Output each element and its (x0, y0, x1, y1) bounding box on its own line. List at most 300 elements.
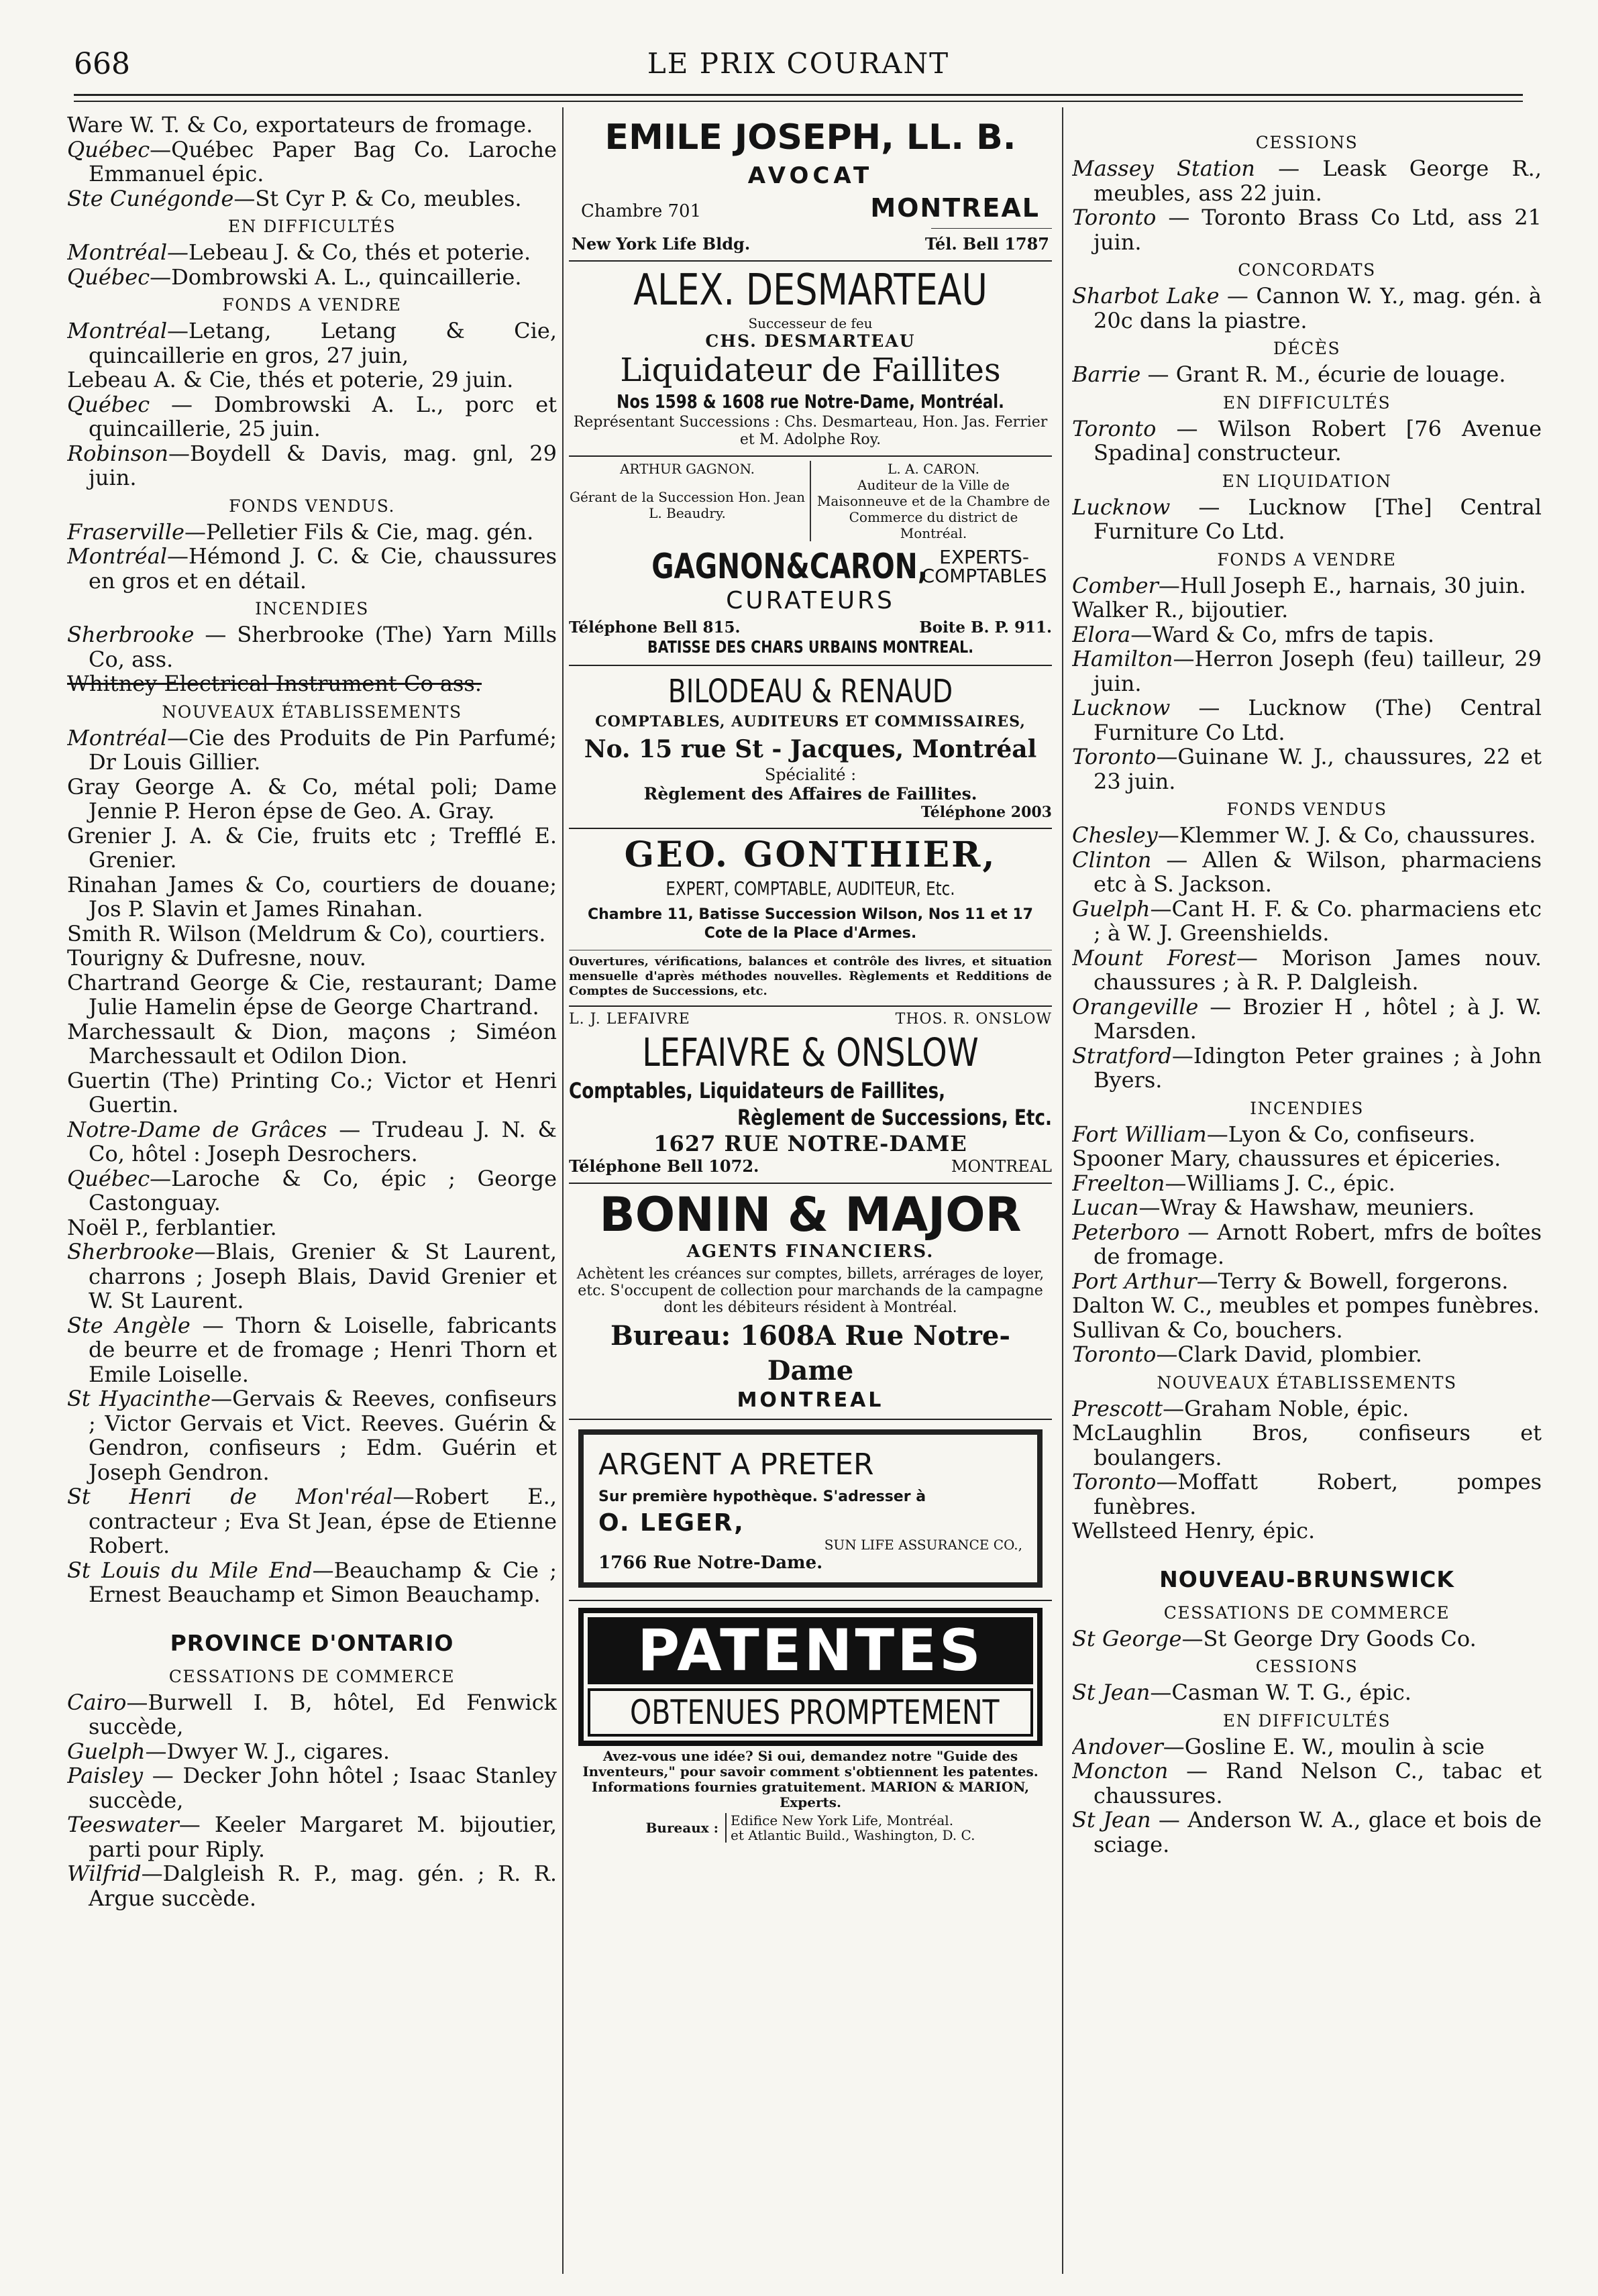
listing-entry (67, 113, 557, 138)
province-heading: PROVINCE D'ONTARIO (170, 1629, 454, 1656)
entry-text: —Herron Joseph (feu) tailleur, 29 juin. (1094, 646, 1542, 696)
entry-place: Toronto (1072, 205, 1157, 230)
listing-entry (1072, 1342, 1542, 1367)
ad-bilodeau-renaud (569, 666, 1052, 829)
listing-entry (1072, 362, 1542, 387)
entry-place: Clinton (1072, 846, 1152, 873)
entry-place: Sharbot Lake (1072, 283, 1220, 309)
entry-place: Ste Angèle (67, 1312, 191, 1338)
right-column (1072, 113, 1542, 2273)
ad-title: BONIN & MAJOR (599, 1187, 1022, 1242)
listing-entry (1072, 156, 1542, 205)
ad-role: EXPERT, COMPTABLE, AUDITEUR, Etc. (665, 877, 955, 899)
province-heading: NOUVEAU-BRUNSWICK (1159, 1566, 1454, 1592)
entry-list (1072, 1122, 1542, 1367)
entry-place: St Jean (1072, 1807, 1151, 1833)
ad-subtitle: CURATEURS (726, 587, 895, 614)
ad-partner-name: THOS. R. ONSLOW (895, 1011, 1052, 1028)
section-heading: EN DIFFICULTÉS (1222, 1710, 1391, 1731)
section-heading: DÉCÈS (1273, 339, 1341, 358)
section-heading: NOUVEAUX ÉTABLISSEMENTS (162, 702, 462, 722)
listing-entry (1072, 647, 1542, 696)
entry-place: Hamilton (1072, 646, 1173, 671)
entry-place: Teeswater (67, 1812, 179, 1837)
listing-entry (67, 971, 557, 1020)
section-heading: INCENDIES (255, 599, 369, 618)
listing-entry (67, 1313, 557, 1387)
listing-entry (1072, 1421, 1542, 1470)
entry-text: — Sherbrooke (The) Yarn Mills Co, ass. (89, 622, 557, 672)
entry-text: — Cannon W. Y., mag. gén. à 20c dans la piastre. (1094, 283, 1542, 333)
entry-place: St Hyacinthe (67, 1386, 211, 1411)
listing-entry (1072, 1680, 1542, 1705)
listing-entry (67, 1020, 557, 1069)
ad-address: 1766 Rue Notre-Dame. (598, 1553, 823, 1573)
section-heading: EN LIQUIDATION (1222, 471, 1392, 491)
entry-place: Toronto (1072, 744, 1157, 769)
ad-telephone: Téléphone Bell 1072. (569, 1156, 759, 1176)
listing-entry (67, 946, 557, 971)
ad-desmarteau (569, 262, 1052, 457)
entry-list (67, 1690, 557, 1911)
entry-text: Tourigny & Dufresne, nouv. (67, 945, 366, 971)
entry-list (1072, 417, 1542, 466)
entry-text: — Brozier H , hôtel ; à J. W. Marsden. (1094, 993, 1542, 1044)
entry-text: —Hémond J. C. & Cie, chaussures en gros et en détail. (89, 543, 557, 594)
ad-text: Règlement des Affaires de Faillites. (643, 784, 977, 804)
listing-entry (1072, 1269, 1542, 1294)
listing-entry (1072, 1195, 1542, 1220)
entry-place: Freelton (1072, 1170, 1165, 1196)
entry-text: — Decker John hôtel ; Isaac Stanley succède, (89, 1763, 557, 1813)
entry-place: Fraserville (67, 518, 184, 545)
ad-city: MONTREAL (870, 193, 1040, 223)
ad-text: Achètent les créances sur comptes, billets, arrérages de loyer, etc. S'occupent de collection pour marchands de la campagne dont les débiteurs résident à Montréal. (576, 1266, 1045, 1316)
entry-text: — Arnott Robert, mfrs de boîtes de fromage. (1094, 1219, 1542, 1269)
entry-list (67, 520, 557, 594)
ad-firm-sub: EXPERTS- (939, 546, 1029, 568)
listing-entry (1072, 1044, 1542, 1093)
entry-text: —Dwyer W. J., cigares. (145, 1738, 390, 1764)
entry-place: Chesley (1072, 822, 1158, 848)
left-column (67, 113, 557, 2273)
entry-text: Rinahan James & Co, courtiers de douane; Jos P. Slavin et James Rinahan. (67, 871, 557, 922)
listing-entry (67, 392, 557, 441)
entry-place: Montréal (67, 543, 168, 569)
section-heading: FONDS VENDUS (1226, 800, 1387, 819)
ad-address: Nos 1598 & 1608 rue Notre-Dame, Montréal. (617, 390, 1004, 413)
listing-entry (67, 1117, 557, 1166)
entry-text: Guertin (The) Printing Co.; Victor et Henri Guertin. (67, 1067, 557, 1117)
listing-entry (67, 824, 557, 873)
listing-entry (67, 265, 557, 290)
entry-text: —Graham Noble, épic. (1163, 1395, 1409, 1421)
entry-place: Mount Forest (1072, 944, 1236, 971)
listing-entry (67, 622, 557, 671)
ad-subtitle: OBTENUES PROMPTEMENT (630, 1693, 1000, 1732)
ad-address: No. 15 rue St - Jacques, Montréal (584, 735, 1037, 763)
entry-place: Sherbrooke (67, 622, 195, 647)
entry-text: —Pelletier Fils & Cie, mag. gén. (184, 518, 534, 545)
section-heading: EN DIFFICULTÉS (227, 217, 396, 236)
entry-text: — Wilson Robert [76 Avenue Spadina] constructeur. (1094, 415, 1542, 466)
ad-text: Ouvertures, vérifications, balances et contrôle des livres, et situation mensuelle d'après méthodes nouvelles. Règlements et Redditions de Comptes de Successions, etc. (569, 954, 1052, 998)
ad-firm: GAGNON&CARON, (651, 547, 928, 587)
listing-entry (67, 441, 557, 490)
entry-text: —Gosline E. W., moulin à scie (1163, 1733, 1485, 1759)
listing-entry (1072, 1171, 1542, 1196)
ad-title: PATENTES (588, 1617, 1033, 1684)
listing-entry (1072, 598, 1542, 622)
entry-place: Notre-Dame de Grâces (67, 1116, 327, 1142)
ad-title: GEO. GONTHIER, (624, 834, 997, 875)
entry-place: St Henri de Mon'réal (67, 1484, 393, 1509)
ad-city: MONTREAL (737, 1388, 884, 1412)
entry-list (1072, 495, 1542, 544)
entry-place: St George (1072, 1625, 1182, 1651)
entry-place: Port Arthur (1072, 1268, 1197, 1294)
ad-role: Comptables, Liquidateurs de Faillites, (569, 1078, 946, 1103)
listing-entry (67, 319, 557, 368)
entry-text: — Dombrowski A. L., porc et quincaillerie, 25 juin. (89, 391, 557, 441)
entry-list (1072, 573, 1542, 794)
listing-entry (67, 775, 557, 824)
listing-entry (67, 671, 557, 696)
entry-place: Stratford (1072, 1042, 1172, 1069)
entry-text: Grenier J. A. & Cie, fruits etc ; Trefflé E. Grenier. (67, 822, 557, 873)
page-header (74, 47, 1523, 94)
entry-text: —Gervais & Reeves, confiseurs ; Victor Gervais et Vict. Reeves. Guérin & Gendron, confiseurs ; Edm. Guérin et Joseph Gendron. (89, 1386, 557, 1485)
ad-company: SUN LIFE ASSURANCE CO., (824, 1537, 1022, 1553)
entry-text: —Moffatt Robert, pompes funèbres. (1094, 1469, 1542, 1519)
entry-list (1072, 362, 1542, 387)
listing-entry (67, 240, 557, 265)
ad-address: 1627 RUE NOTRE-DAME (653, 1131, 967, 1156)
section-heading: CONCORDATS (1238, 260, 1376, 280)
entry-place: Cairo (67, 1689, 127, 1715)
entry-text: —Dalgleish R. P., mag. gén. ; R. R. Argue succède. (89, 1861, 557, 1911)
column-rule (562, 107, 564, 2274)
ad-title: EMILE JOSEPH, LL. B. (604, 117, 1016, 158)
ad-address: Chambre 11, Batisse Succession Wilson, Nos 11 et 17 Cote de la Place d'Armes. (587, 906, 1033, 942)
section-heading: NOUVEAUX ÉTABLISSEMENTS (1157, 1372, 1457, 1392)
listing-entry (1072, 622, 1542, 647)
entry-text: —Letang, Letang & Cie, quincaillerie en gros, 27 juin, (89, 318, 557, 368)
entry-text: —Wray & Hawshaw, meuniers. (1138, 1195, 1475, 1220)
listing-entry (67, 1386, 557, 1484)
ad-telephone: Tél. Bell 1787 (924, 234, 1049, 254)
entry-text: —Lyon & Co, confiseurs. (1206, 1121, 1476, 1147)
ad-patentes (569, 1601, 1052, 1843)
listing-entry (1072, 1519, 1542, 1543)
entry-place: St Louis du Mile End (67, 1557, 313, 1583)
section-heading: FONDS VENDUS. (229, 496, 395, 516)
entry-text: Gray George A. & Co, métal poli; Dame Jennie P. Heron épse de Geo. A. Gray. (67, 773, 557, 824)
ad-partner-text: Auditeur de la Ville de Maisonneuve et de la Chambre de Commerce du district de Montréal. (816, 477, 1051, 541)
entry-place: Lucknow (1072, 494, 1171, 520)
running-title: LE PRIX COURANT (647, 47, 950, 80)
entry-text: —Cant H. F. & Co. pharmaciens etc ; à W. J. Greenshields. (1094, 895, 1542, 946)
section-heading: CESSATIONS DE COMMERCE (168, 1666, 456, 1686)
listing-entry (1072, 1808, 1542, 1857)
ad-subtitle: Liquidateur de Faillites (620, 351, 1001, 389)
listing-entry (1072, 1627, 1542, 1651)
entry-text: —Lebeau J. & Co, thés et poterie. (167, 239, 531, 265)
entry-text: —Idington Peter graines ; à John Byers. (1094, 1042, 1542, 1093)
listing-entry (1072, 1146, 1542, 1171)
ad-argent-a-preter (569, 1420, 1052, 1601)
listing-entry (67, 1484, 557, 1558)
listing-entry (1072, 1397, 1542, 1421)
entry-place: Robinson (67, 440, 168, 466)
header-rule-thin (74, 101, 1523, 102)
listing-entry (67, 138, 557, 186)
entry-place: Andover (1072, 1733, 1163, 1759)
entry-place: Comber (1072, 572, 1159, 598)
section-heading: CESSIONS (1255, 133, 1359, 152)
listing-entry (1072, 1220, 1542, 1269)
listing-entry (1072, 897, 1542, 946)
entry-place: Québec (67, 1165, 150, 1191)
ad-gonthier (569, 829, 1052, 1007)
page-number: 668 (74, 47, 130, 81)
ad-contact-name: O. LEGER, (598, 1509, 745, 1537)
entry-list (1072, 1627, 1542, 1651)
ad-partner-name: L. J. LEFAIVRE (569, 1011, 690, 1028)
entry-place: Guelph (67, 1738, 146, 1764)
entry-text: —Casman W. T. G., épic. (1150, 1680, 1411, 1705)
listing-entry (67, 1215, 557, 1240)
entry-place: Peterboro (1072, 1219, 1180, 1245)
entry-text: Noël P., ferblantier. (67, 1214, 277, 1240)
entry-text: —Williams J. C., épic. (1165, 1170, 1395, 1196)
listing-entry (1072, 1470, 1542, 1519)
entry-place: Massey Station (1072, 156, 1255, 181)
ad-label: Bureaux : (645, 1820, 719, 1836)
entry-text: — Rand Nelson C., tabac et chaussures. (1094, 1758, 1542, 1808)
entry-list (67, 622, 557, 696)
entry-place: Toronto (1072, 1342, 1157, 1367)
entry-place: Paisley (67, 1763, 144, 1788)
entry-list (1072, 1735, 1542, 1857)
entry-text: — Thorn & Loiselle, fabricants de beurre et de fromage ; Henri Thorn et Emile Loiselle. (89, 1312, 557, 1387)
entry-list (1072, 1397, 1542, 1543)
listing-entry (1072, 1759, 1542, 1808)
listing-entry (1072, 848, 1542, 897)
listing-entry (67, 186, 557, 211)
entry-text: —Burwell I. B, hôtel, Ed Fenwick succède, (89, 1689, 557, 1739)
entry-text: Wellsteed Henry, épic. (1072, 1518, 1316, 1543)
entry-text: —Guinane W. J., chaussures, 22 et 23 juin. (1094, 744, 1542, 794)
listing-entry (1072, 745, 1542, 794)
listing-entry (67, 544, 557, 593)
ad-address: BATISSE DES CHARS URBAINS MONTREAL. (647, 637, 974, 657)
section-heading: CESSATIONS DE COMMERCE (1163, 1602, 1450, 1623)
ad-emile-joseph (569, 113, 1052, 262)
ad-address: Bureau: 1608A Rue Notre-Dame (610, 1320, 1010, 1386)
listing-entry (67, 1690, 557, 1739)
entry-text: —Blais, Grenier & St Laurent, charrons ; Joseph Blais, David Grenier et W. St Laurent. (89, 1239, 557, 1313)
header-rule (74, 94, 1523, 96)
ad-partner-name: L. A. CARON. (888, 461, 979, 477)
entry-text: —Dombrowski A. L., quincaillerie. (150, 264, 522, 290)
entry-text: —Terry & Bowell, forgerons. (1196, 1268, 1509, 1294)
entry-text: — Lucknow [The] Central Furniture Co Ltd. (1094, 494, 1542, 544)
entry-text: Walker R., bijoutier. (1072, 597, 1289, 622)
ad-text: Représentant Successions : Chs. Desmarteau, Hon. Jas. Ferrier et M. Adolphe Roy. (573, 414, 1048, 448)
entry-place: Moncton (1072, 1758, 1169, 1784)
entry-place: Barrie (1072, 362, 1141, 387)
ad-title: LEFAIVRE & ONSLOW (642, 1030, 979, 1075)
entry-place: Toronto (1072, 415, 1157, 441)
entry-text: Marchessault & Dion, maçons ; Siméon Marchessault et Odilon Dion. (67, 1018, 557, 1069)
entry-text: Chartrand George & Cie, restaurant; Dame Julie Hamelin épse de George Chartrand. (67, 969, 557, 1020)
entry-text: — Grant R. M., écurie de louage. (1140, 362, 1506, 387)
entry-text: —St George Dry Goods Co. (1181, 1625, 1477, 1651)
listing-entry (67, 1069, 557, 1117)
ad-title: BILODEAU & RENAUD (668, 673, 953, 710)
entry-place: Elora (1072, 621, 1131, 647)
entry-list (1072, 823, 1542, 1093)
entry-list (1072, 1680, 1542, 1705)
entry-text: — Morison James nouv. chaussures ; à R. P. Dalgleish. (1094, 944, 1542, 995)
listing-entry (1072, 417, 1542, 466)
listing-entry (1072, 205, 1542, 254)
entry-text: Sullivan & Co, bouchers. (1072, 1317, 1343, 1343)
listing-entry (67, 1812, 557, 1861)
ad-partner-text: Gérant de la Succession Hon. Jean L. Beaudry. (569, 489, 805, 521)
ad-lefaivre-onslow (569, 1007, 1052, 1184)
ad-text: Sur première hypothèque. S'adresser à (598, 1488, 926, 1505)
listing-entry (1072, 1318, 1542, 1343)
ad-bonin-major (569, 1184, 1052, 1420)
ad-telephone: Téléphone Bell 815. (569, 618, 741, 637)
entry-text: —Hull Joseph E., harnais, 30 juin. (1158, 572, 1526, 598)
entry-text: —Québec Paper Bag Co. Laroche Emmanuel épic. (89, 136, 557, 186)
ad-text: Avez-vous une idée? Si oui, demandez notre "Guide des Inventeurs," pour savoir comment s'obtiennent les patentes. Informations fournies gratuitement. MARION & MARION, Experts. (582, 1748, 1038, 1810)
section-heading: EN DIFFICULTÉS (1222, 392, 1391, 413)
listing-entry (67, 1763, 557, 1812)
section-heading: INCENDIES (1250, 1098, 1364, 1118)
entry-text: — Leask George R., meubles, ass 22 juin. (1094, 156, 1542, 206)
listing-entry (67, 922, 557, 946)
ad-partner-name: ARTHUR GAGNON. (619, 461, 755, 477)
entry-place: Lucknow (1072, 695, 1171, 720)
entry-place: Orangeville (1072, 993, 1199, 1020)
ad-box: Boite B. P. 911. (919, 618, 1052, 637)
ad-text: Spécialité : (764, 765, 857, 784)
ad-firm-sub: COMPTABLES (921, 565, 1047, 587)
entry-text: — Anderson W. A., glace et bois de sciage. (1094, 1807, 1542, 1857)
entry-place: Lucan (1072, 1195, 1139, 1220)
ad-role: Règlement de Successions, Etc. (737, 1105, 1052, 1130)
listing-entry (67, 1861, 557, 1910)
entry-place: Montréal (67, 724, 168, 751)
ad-city: MONTREAL (951, 1157, 1052, 1176)
ad-text: CHS. DESMARTEAU (705, 331, 916, 351)
listing-entry (67, 368, 557, 392)
listing-entry (67, 726, 557, 775)
entry-text: —Laroche & Co, épic ; George Castonguay. (89, 1165, 557, 1215)
entry-place: St Jean (1072, 1680, 1151, 1705)
entry-text: —St Cyr P. & Co, meubles. (233, 185, 522, 211)
ad-role: AVOCAT (747, 162, 873, 189)
listing-entry (67, 1558, 557, 1607)
listing-entry (1072, 823, 1542, 848)
section-heading: CESSIONS (1255, 1657, 1359, 1676)
ad-role: COMPTABLES, AUDITEURS ET COMMISSAIRES, (595, 713, 1026, 730)
listing-entry (1072, 1735, 1542, 1759)
entry-text: — Trudeau J. N. & Co, hôtel : Joseph Desrochers. (89, 1116, 557, 1166)
entry-place: Ste Cunégonde (67, 185, 234, 211)
entry-text: McLaughlin Bros, confiseurs et boulangers. (1072, 1420, 1542, 1470)
ad-role: AGENTS FINANCIERS. (686, 1242, 935, 1262)
entry-list (67, 726, 557, 1607)
entry-text: — Keeler Margaret M. bijoutier, parti pour Riply. (89, 1812, 557, 1862)
ad-building: New York Life Bldg. (572, 234, 751, 254)
listing-entry (67, 1166, 557, 1215)
entry-list (67, 240, 557, 289)
entry-text: —Klemmer W. J. & Co, chaussures. (1157, 822, 1536, 848)
ad-address: Edifice New York Life, Montréal. (731, 1812, 954, 1828)
listing-entry (1072, 284, 1542, 333)
entry-text: — Allen & Wilson, pharmaciens etc à S. Jackson. (1094, 846, 1542, 897)
listing-entry (1072, 1122, 1542, 1147)
entry-text: — Toronto Brass Co Ltd, ass 21 juin. (1094, 205, 1542, 255)
listing-entry (67, 1240, 557, 1313)
entry-list (1072, 156, 1542, 254)
column-rule (1062, 107, 1063, 2274)
listing-entry (1072, 696, 1542, 745)
entry-place: Montréal (67, 239, 168, 265)
entry-text: Whitney Electrical Instrument Co ass. (67, 671, 482, 696)
listing-entry (67, 873, 557, 922)
entry-list (1072, 284, 1542, 333)
entry-text: —Clark David, plombier. (1156, 1342, 1422, 1367)
entry-text: —Robert E., contracteur ; Eva St Jean, épse de Etienne Robert. (89, 1484, 557, 1558)
entry-list (67, 113, 557, 211)
entry-place: Montréal (67, 318, 168, 343)
entry-text: Lebeau A. & Cie, thés et poterie, 29 juin. (67, 367, 514, 392)
entry-place: Wilfrid (67, 1861, 142, 1886)
entry-place: Prescott (1072, 1395, 1163, 1421)
entry-text: Ware W. T. & Co, exportateurs de fromage. (67, 113, 533, 138)
ad-title: ALEX. DESMARTEAU (633, 266, 988, 315)
entry-place: Toronto (1072, 1469, 1157, 1494)
entry-text: —Boydell & Davis, mag. gnl, 29 juin. (89, 440, 557, 490)
entry-place: Sherbrooke (67, 1239, 195, 1264)
entry-text: Dalton W. C., meubles et pompes funèbres. (1072, 1293, 1540, 1318)
listing-entry (67, 520, 557, 545)
listing-entry (1072, 573, 1542, 598)
entry-place: Québec (67, 264, 150, 290)
section-heading: FONDS A VENDRE (1217, 549, 1397, 569)
ad-address: et Atlantic Build., Washington, D. C. (731, 1827, 975, 1843)
ad-text: Successeur de feu (748, 315, 873, 331)
listing-entry (1072, 1293, 1542, 1318)
entry-text: Spooner Mary, chaussures et épiceries. (1072, 1146, 1501, 1171)
entry-text: Smith R. Wilson (Meldrum & Co), courtiers. (67, 920, 546, 946)
entry-place: Guelph (1072, 895, 1151, 922)
ad-gagnon-caron (569, 457, 1052, 666)
entry-text: —Beauchamp & Cie ; Ernest Beauchamp et Simon Beauchamp. (89, 1557, 557, 1607)
listing-entry (1072, 495, 1542, 544)
advertisement-column (569, 113, 1052, 2273)
ad-title: ARGENT A PRETER (598, 1447, 874, 1482)
section-heading: FONDS A VENDRE (222, 295, 402, 315)
listing-entry (1072, 995, 1542, 1044)
ad-room: Chambre 701 (581, 201, 702, 221)
